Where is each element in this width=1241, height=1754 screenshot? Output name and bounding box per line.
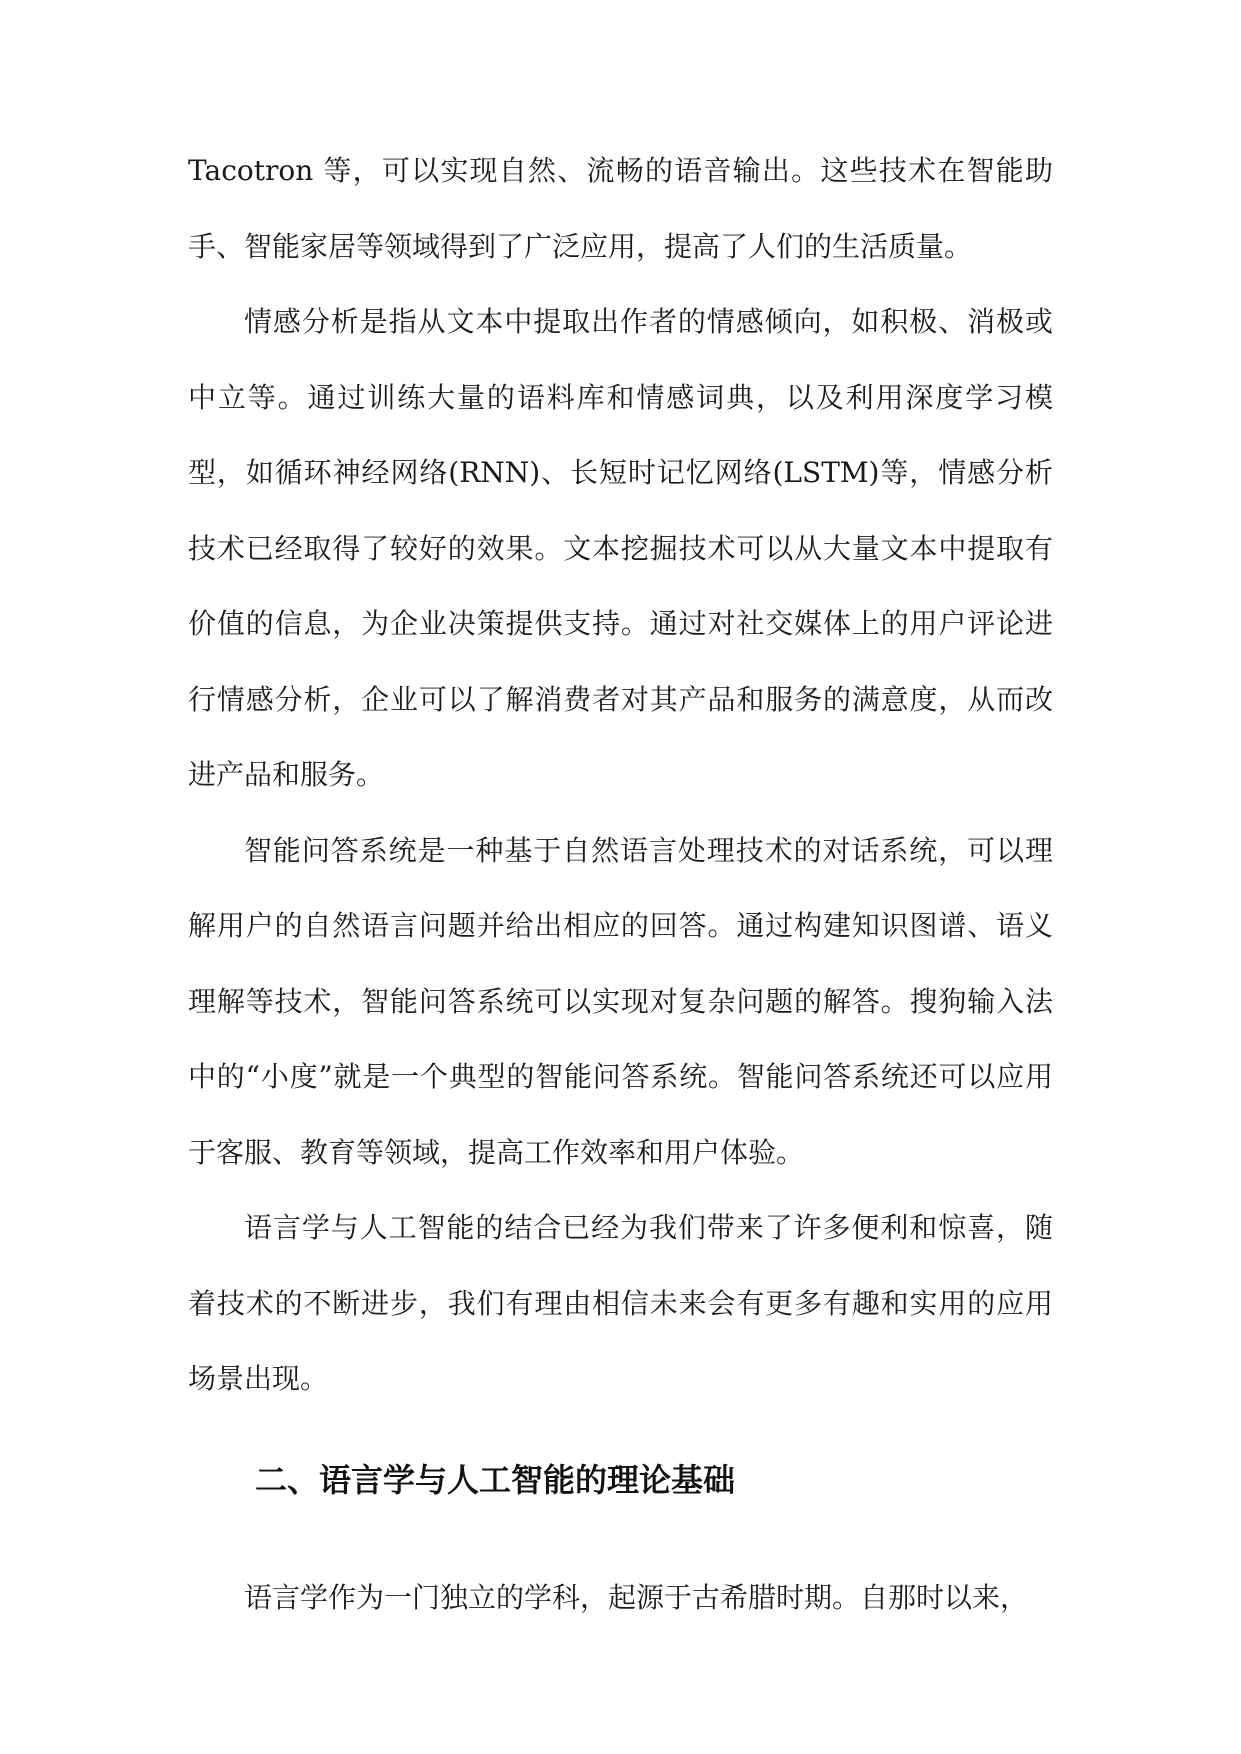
paragraph-4: 语言学与人工智能的结合已经为我们带来了许多便利和惊喜，随着技术的不断进步，我们有理由相信未来会有更多有趣和实用的应用场景出现。 bbox=[188, 1211, 1053, 1395]
paragraph-5: 语言学作为一门独立的学科，起源于古希腊时期。自那时以来， bbox=[244, 1581, 1029, 1614]
paragraph-2: 情感分析是指从文本中提取出作者的情感倾向，如积极、消极或中立等。通过训练大量的语料库和情感词典，以及利用深度学习模型，如循环神经网络(RNN)、长短时记忆网络(LSTM)等，情感分析技术已经取得了较好的效果。文本挖掘技术可以从大量文本中提取有价值的信息，为企业决策提供支持。通过对社交媒体上的用户评论进行情感分析，企业可以了解消费者对其产品和服务的满意度，从而改进产品和服务。 bbox=[188, 305, 1053, 791]
paragraph-1: Tacotron 等，可以实现自然、流畅的语音输出。这些技术在智能助手、智能家居等领域得到了广泛应用，提高了人们的生活质量。 bbox=[188, 154, 1053, 263]
section-body bbox=[188, 1560, 1053, 1636]
section-heading: 二、语言学与人工智能的理论基础 bbox=[255, 1461, 736, 1499]
paragraph-3: 智能问答系统是一种基于自然语言处理技术的对话系统，可以理解用户的自然语言问题并给出相应的回答。通过构建知识图谱、语义理解等技术，智能问答系统可以实现对复杂问题的解答。搜狗输入法中的“小度”就是一个典型的智能问答系统。智能问答系统还可以应用于客服、教育等领域，提高工作效率和用户体验。 bbox=[188, 833, 1053, 1169]
body-text bbox=[188, 133, 1053, 1417]
